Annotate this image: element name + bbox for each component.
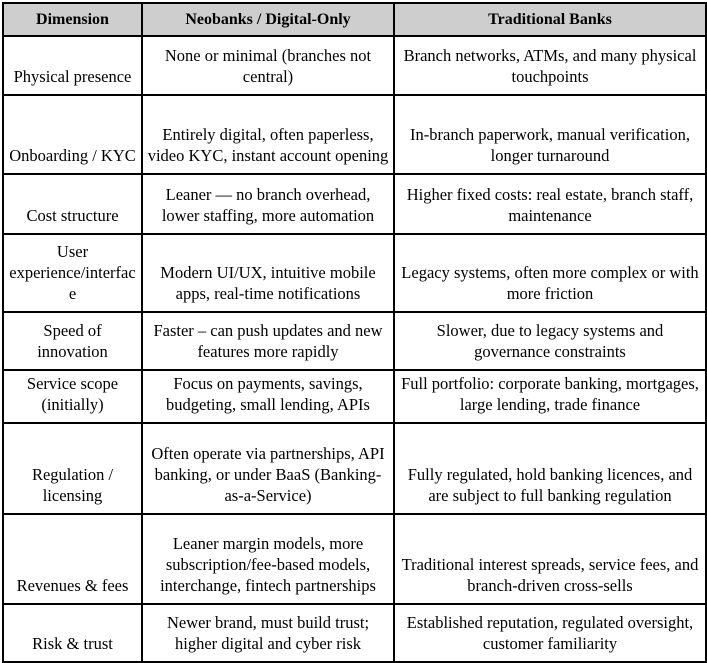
cell-traditional: Legacy systems, often more complex or with more friction [394, 234, 706, 312]
table-row [3, 423, 706, 514]
cell-dimension: Regulation / licensing [3, 423, 142, 514]
cell-traditional: Slower, due to legacy systems and governance constraints [394, 312, 706, 370]
cell-neobanks: None or minimal (branches not central) [142, 36, 394, 95]
comparison-table [2, 2, 707, 663]
cell-neobanks: Entirely digital, often paperless, video KYC, instant account opening [142, 95, 394, 174]
cell-dimension: Revenues & fees [3, 514, 142, 604]
table-row [3, 234, 706, 312]
column-header-dimension: Dimension [3, 3, 142, 36]
cell-traditional: In-branch paperwork, manual verification, longer turnaround [394, 95, 706, 174]
cell-neobanks: Leaner — no branch overhead, lower staffing, more automation [142, 174, 394, 234]
cell-traditional: Branch networks, ATMs, and many physical touchpoints [394, 36, 706, 95]
table-row [3, 95, 706, 174]
cell-dimension: Service scope (initially) [3, 370, 142, 423]
column-header-neobanks: Neobanks / Digital-Only [142, 3, 394, 36]
cell-dimension: Risk & trust [3, 604, 142, 662]
cell-neobanks: Often operate via partnerships, API banking, or under BaaS (Banking-as-a-Service) [142, 423, 394, 514]
column-header-traditional: Traditional Banks [394, 3, 706, 36]
cell-neobanks: Newer brand, must build trust; higher digital and cyber risk [142, 604, 394, 662]
cell-dimension: Physical presence [3, 36, 142, 95]
table-row [3, 514, 706, 604]
table-row [3, 36, 706, 95]
cell-dimension: Onboarding / KYC [3, 95, 142, 174]
cell-neobanks: Faster – can push updates and new features more rapidly [142, 312, 394, 370]
cell-traditional: Full portfolio: corporate banking, mortgages, large lending, trade finance [394, 370, 706, 423]
cell-dimension: User experience/interface [3, 234, 142, 312]
cell-traditional: Higher fixed costs: real estate, branch staff, maintenance [394, 174, 706, 234]
cell-traditional: Traditional interest spreads, service fees, and branch-driven cross-sells [394, 514, 706, 604]
table-row [3, 604, 706, 662]
table-row [3, 174, 706, 234]
cell-traditional: Fully regulated, hold banking licences, and are subject to full banking regulation [394, 423, 706, 514]
cell-neobanks: Leaner margin models, more subscription/fee-based models, interchange, fintech partnerships [142, 514, 394, 604]
cell-neobanks: Focus on payments, savings, budgeting, small lending, APIs [142, 370, 394, 423]
cell-dimension: Cost structure [3, 174, 142, 234]
cell-neobanks: Modern UI/UX, intuitive mobile apps, real-time notifications [142, 234, 394, 312]
cell-dimension: Speed of innovation [3, 312, 142, 370]
table-row [3, 312, 706, 370]
table-row [3, 370, 706, 423]
cell-traditional: Established reputation, regulated oversight, customer familiarity [394, 604, 706, 662]
table-header-row [3, 3, 706, 36]
